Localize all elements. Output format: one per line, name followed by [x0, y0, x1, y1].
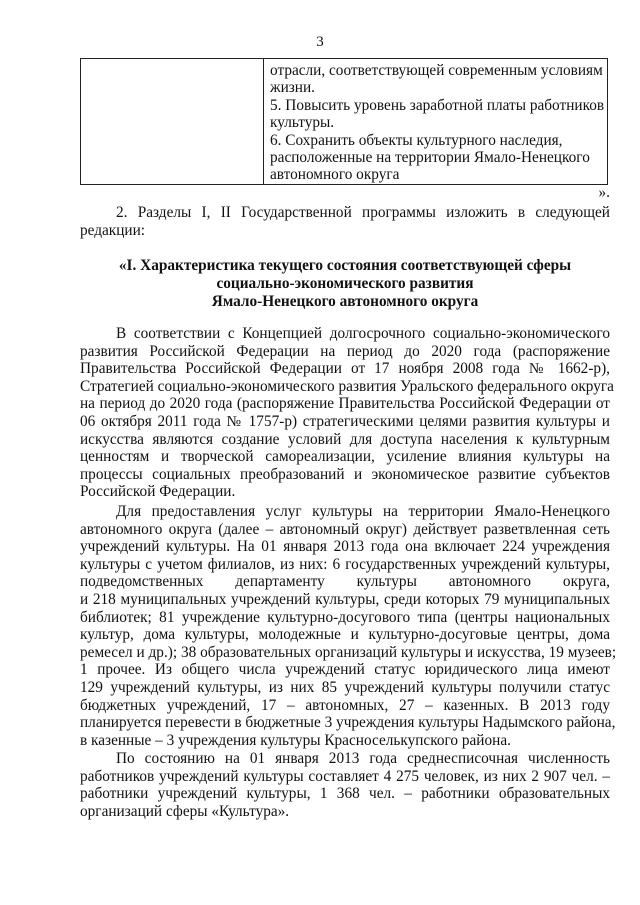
table-cell-line: автономного округа [270, 166, 400, 184]
paragraph-line: и 218 муниципальных учреждений культуры, среди которых 79 муниципальных [80, 590, 610, 608]
table-left-cell [81, 59, 264, 185]
paragraph-line: Стратегией социально-экономического развития Уральского федерального округа [80, 377, 614, 395]
table-cell-line: жизни. [270, 79, 315, 97]
paragraph-line: Для предоставления услуг культуры на территории Ямало-Ненецкого [116, 503, 610, 520]
paragraph-line: в казенные – 3 учреждения культуры Красноселькупского района. [80, 731, 511, 749]
paragraph-concept [80, 325, 614, 501]
paragraph-line: искусства являются создание условий для доступа населения к культурным [80, 430, 610, 448]
paragraph-line: 2. Разделы I, II Государственной программы изложить в следующей [116, 204, 610, 221]
paragraph-staff [80, 750, 610, 820]
heading-line: Ямало-Ненецкого автономного округа [211, 292, 479, 310]
section-heading [80, 257, 610, 310]
paragraph-institutions [80, 503, 617, 749]
paragraph-line: организаций сферы «Культура». [80, 802, 290, 820]
table-closing-quote: ». [598, 184, 610, 201]
paragraph-line: 129 учреждений культуры, из них 85 учреждений культуры получили статус [80, 678, 610, 696]
paragraph-line: учреждений культуры. На 01 января 2013 года она включает 224 учреждения [80, 538, 610, 556]
paragraph-line: Правительства Российской Федерации от 17 ноября 2008 года № 1662-р), [80, 360, 610, 378]
paragraph-line: автономного округа (далее – автономный округ) действует разветвленная сеть [80, 520, 610, 538]
paragraph-line: библиотек; 81 учреждение культурно-досугового типа (центры национальных [80, 608, 610, 626]
table-right-cell [264, 59, 608, 185]
table-cell-line: расположенные на территории Ямало-Ненецкого [270, 149, 590, 167]
paragraph-line: работники учреждений культуры, 1 368 чел. – работники образовательных [80, 785, 610, 803]
paragraph-line: Российской Федерации. [80, 483, 236, 501]
paragraph-line: В соответствии с Концепцией долгосрочного социально-экономического [116, 325, 610, 342]
paragraph-line: на период до 2020 года (распоряжение Правительства Российской Федерации от [80, 395, 610, 413]
heading-line: «I. Характеристика текущего состояния соответствующей сферы [118, 257, 572, 274]
paragraph-line: культур, дома культуры, молодежные и культурно-досуговые центры, дома [80, 626, 610, 644]
paragraph-line: планируется перевести в бюджетные 3 учреждения культуры Надымского района, [80, 714, 616, 732]
paragraph-line: бюджетных учреждений, 17 – автономных, 27 – казенных. В 2013 году [80, 696, 610, 714]
paragraph-line: культуры с учетом филиалов, из них: 6 государственных учреждений культуры, [80, 555, 610, 573]
page-number: 3 [316, 34, 324, 50]
paragraph-line: 06 октября 2011 года № 1757-р) стратегическими целями развития культуры и [80, 412, 610, 430]
table-cell-line: 5. Повысить уровень заработной платы работников [270, 96, 605, 114]
paragraph-line: редакции: [80, 221, 146, 239]
paragraph-line: работников учреждений культуры составляет 4 275 человек, из них 2 907 чел. – [80, 767, 610, 785]
paragraph-line: По состоянию на 01 января 2013 года среднесписочная численность [116, 750, 610, 767]
paragraph-line: подведомственных департаменту культуры автономного округа, [80, 573, 610, 591]
table-row [81, 59, 608, 185]
table-cell-line: отрасли, соответствующей современным условиям [270, 62, 603, 79]
paragraph-line: 1 прочее. Из общего числа учреждений статус юридического лица имеют [80, 661, 610, 679]
table-cell-line: 6. Сохранить объекты культурного наследия, [270, 131, 563, 149]
paragraph-line: ценностям и творческой самореализации, усиление влияния культуры на [80, 448, 610, 466]
table-cell-line: культуры. [270, 114, 335, 132]
continued-table [80, 58, 608, 185]
heading-line: социально-экономического развития [216, 274, 474, 292]
paragraph-line: процессы социальных преобразований и экономическое развитие субъектов [80, 465, 610, 483]
paragraph-line: развития Российской Федерации на период до 2020 года (распоряжение [80, 342, 610, 360]
paragraph-line: ремесел и др.); 38 образовательных организаций культуры и искусства, 19 музеев; [80, 643, 617, 661]
amendment-paragraph [80, 204, 610, 239]
